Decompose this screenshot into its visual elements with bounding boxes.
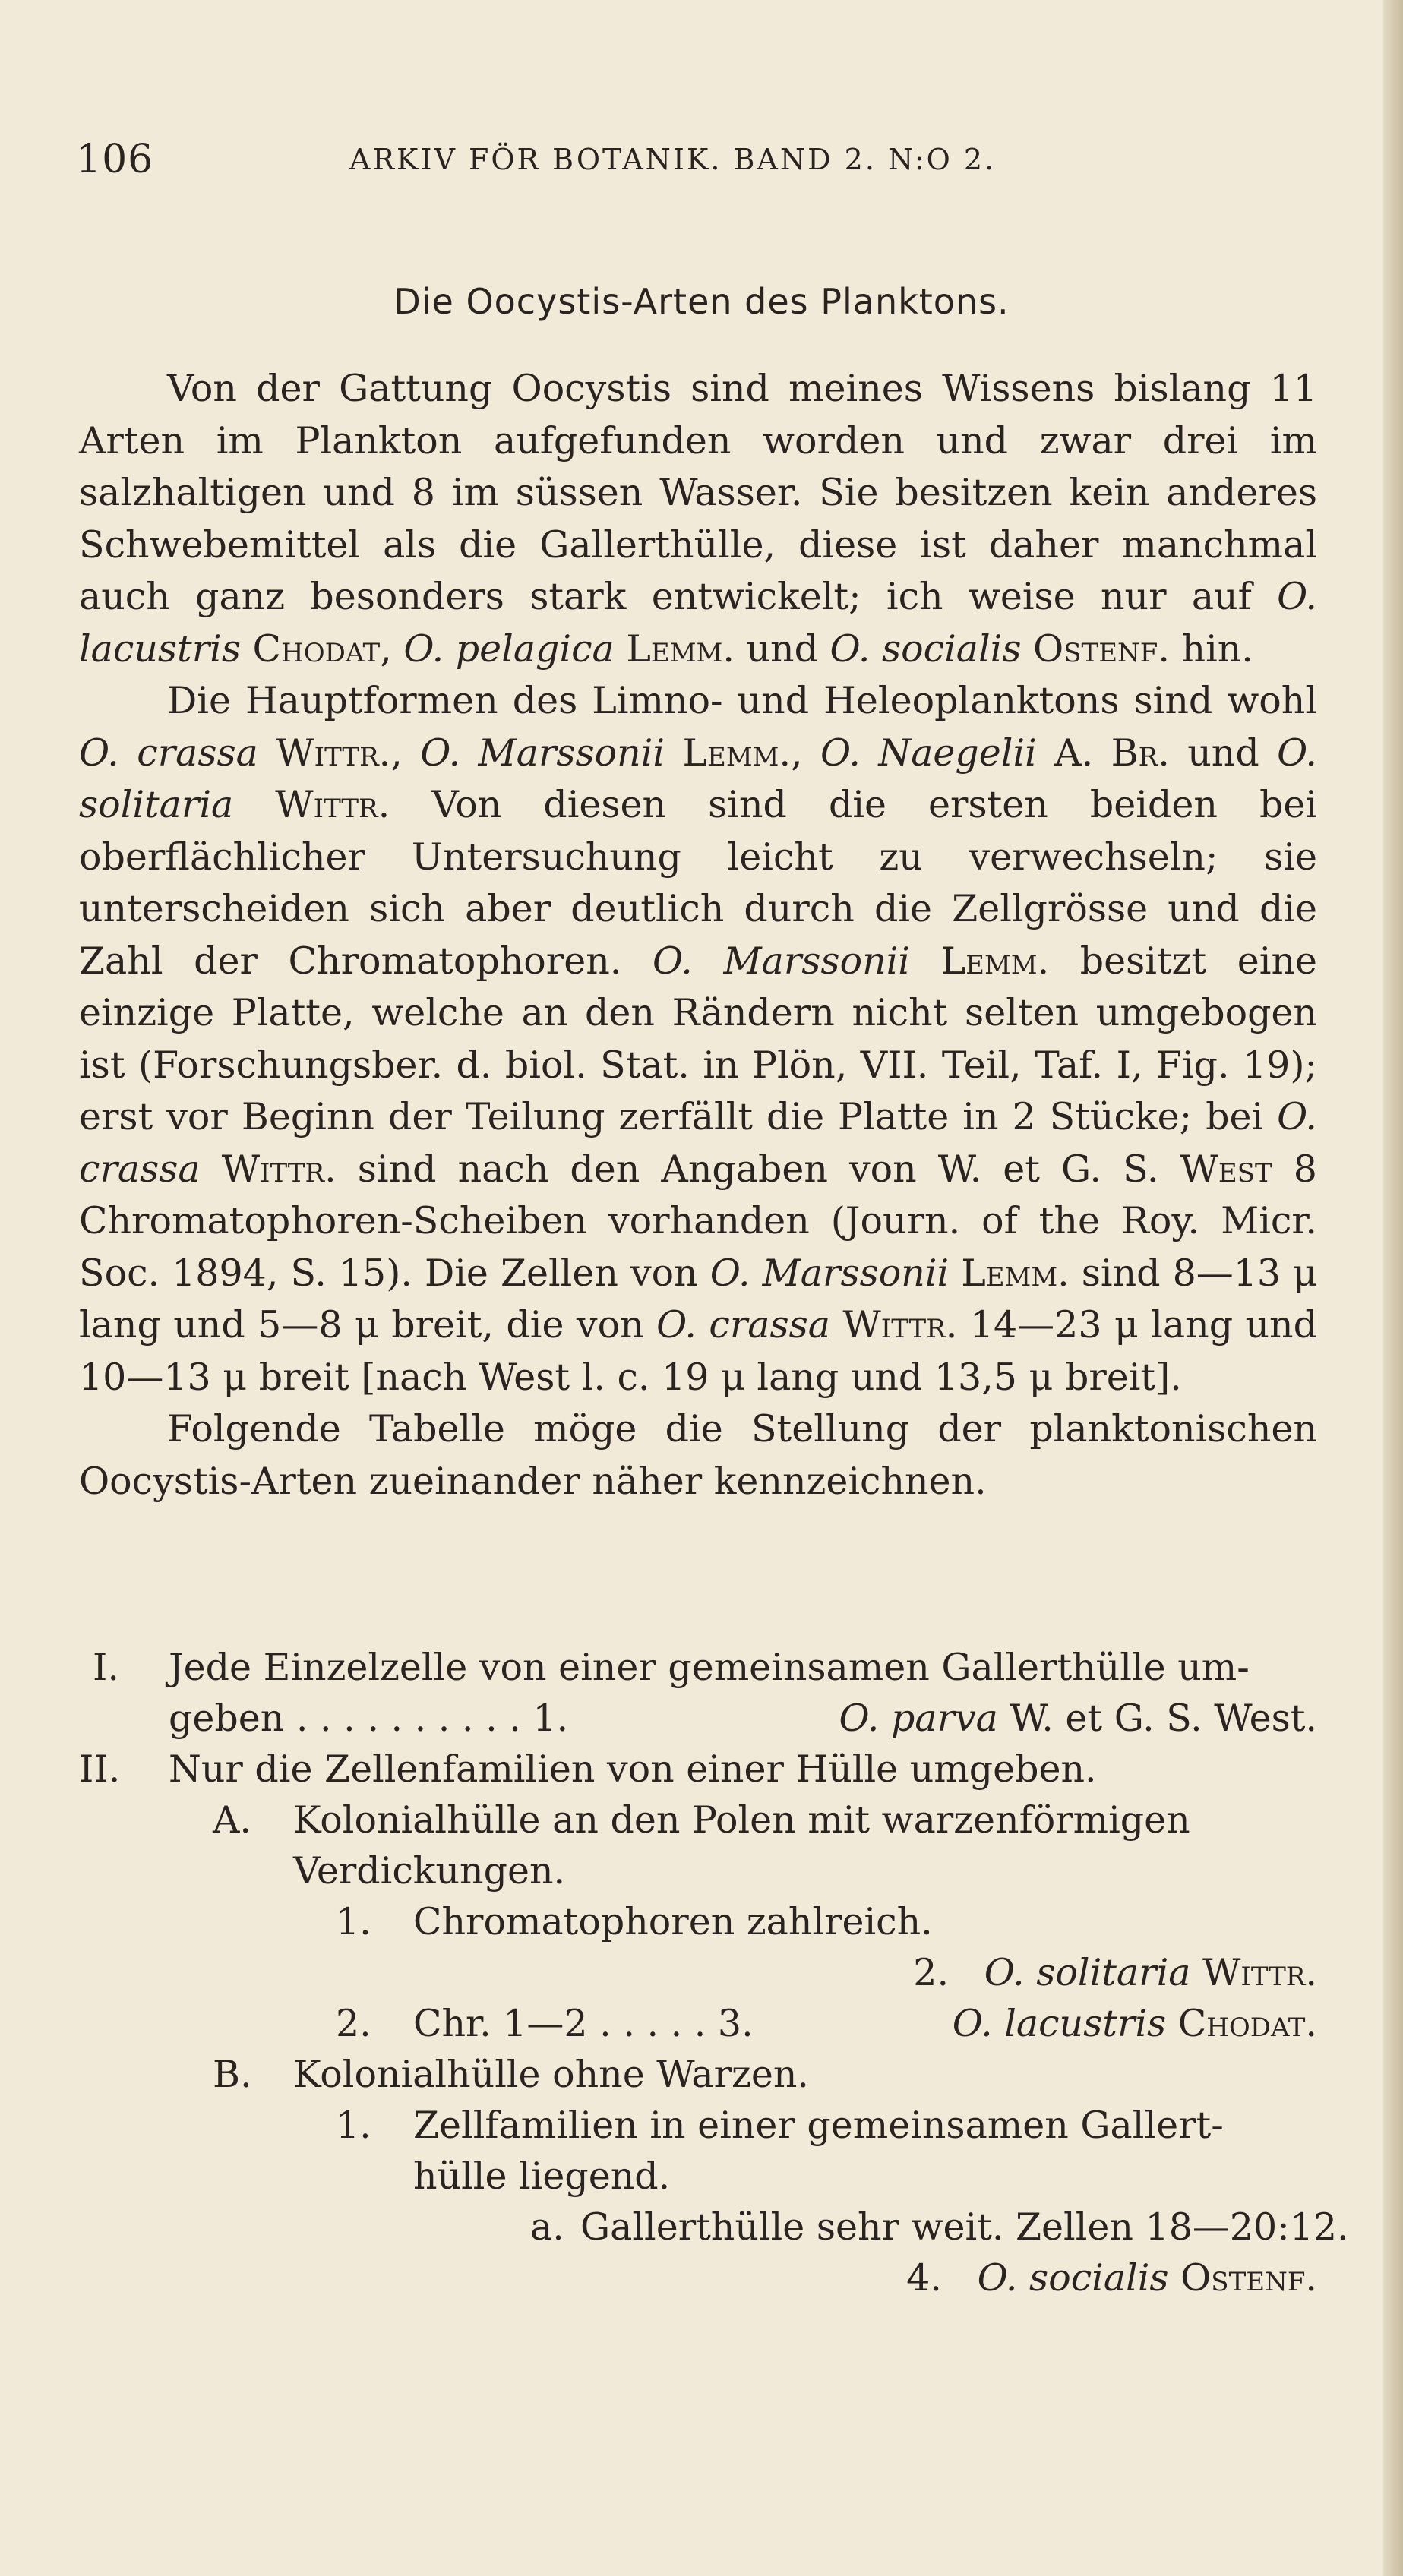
running-title: ARKIV FÖR BOTANIK. BAND 2. N:O 2. — [349, 143, 997, 176]
identification-key — [79, 1642, 1349, 2303]
key-row-B1 — [79, 2100, 1317, 2151]
key-result-A1: 2. O. solitaria Wittr. — [913, 1951, 1317, 1994]
key-row-I — [79, 1642, 1317, 1693]
key-text-A2: Chr. 1—2 . . . . . 3. — [413, 2002, 754, 2045]
key-row-I-cont — [79, 1693, 1317, 1744]
key-text-II: Nur die Zellenfamilien von einer Hülle umgeben. — [169, 1747, 1097, 1791]
page-number: 106 — [76, 137, 154, 182]
key-text-Ba: Gallerthülle sehr weit. Zellen 18—20:12. — [580, 2205, 1349, 2249]
key-row-B — [79, 2049, 1317, 2100]
key-row-A1-result — [79, 1947, 1317, 1998]
key-text-I: Jede Einzelzelle von einer gemeinsamen Gallerthülle um- — [169, 1646, 1250, 1689]
key-result-A2: O. lacustris Chodat. — [952, 2002, 1317, 2045]
key-result-I: O. parva W. et G. S. West. — [839, 1697, 1317, 1740]
key-text-B: Kolonialhülle ohne Warzen. — [293, 2053, 809, 2096]
key-row-Ba — [79, 2202, 1349, 2252]
key-text-B1-cont: hülle liegend. — [413, 2155, 671, 2198]
paragraph-3: Folgende Tabelle möge die Stellung der planktonischen Oocystis-Arten zueinander näher kennzeichnen. — [79, 1407, 1317, 1503]
key-num-A2: 2. — [336, 2002, 371, 2045]
key-num-B: B. — [213, 2053, 252, 2096]
key-row-Ba-result — [79, 2252, 1317, 2303]
key-num-A: A. — [213, 1798, 251, 1842]
body-text — [79, 363, 1317, 1507]
key-num-II: II. — [79, 1747, 121, 1791]
running-header — [76, 137, 1322, 190]
key-row-A2 — [79, 1998, 1317, 2049]
key-row-A — [79, 1795, 1317, 1845]
paragraph-2: Die Hauptformen des Limno- und Heleoplanktons sind wohl O. crassa Wittr., O. Marssonii Lemm., O. Naegelii A. Br. und O. solitaria Wittr. Von diesen sind die ersten beiden bei oberflächlicher Untersuchung leicht zu verwechseln; sie unterscheiden sich aber deutlich durch die Zellgrösse und die Zahl der Chromatophoren. O. Marssonii Lemm. besitzt eine einzige Platte, welche an den Rändern nicht selten umgebogen ist (Forschungsber. d. biol. Stat. in Plön, VII. Teil, Taf. I, Fig. 19); erst vor Beginn der Teilung zerfällt die Platte in 2 Stücke; bei O. crassa Wittr. sind nach den Angaben von W. et G. S. West 8 Chromatophoren-Scheiben vorhanden (Journ. of the Roy. Micr. Soc. 1894, S. 15). Die Zellen von O. Marssonii Lemm. sind 8—13 μ lang und 5—8 μ breit, die von O. crassa Wittr. 14—23 μ lang und 10—13 μ breit [nach West l. c. 19 μ lang und 13,5 μ breit]. — [79, 679, 1317, 1399]
key-text-B1: Zellfamilien in einer gemeinsamen Gallert- — [413, 2104, 1224, 2147]
key-row-II — [79, 1744, 1317, 1795]
key-row-A1 — [79, 1896, 1317, 1947]
page-edge-shadow — [1383, 0, 1403, 2576]
paragraph-1: Von der Gattung Oocystis sind meines Wissens bislang 11 Arten im Plankton aufgefunden worden und zwar drei im salzhaltigen und 8 im süssen Wasser. Sie besitzen kein anderes Schwebemittel als die Gallerthülle, diese ist daher manchmal auch ganz besonders stark entwickelt; ich weise nur auf O. lacustris Chodat, O. pelagica Lemm. und O. socialis Ostenf. hin. — [79, 367, 1317, 671]
key-text-A: Kolonialhülle an den Polen mit warzenförmigen — [293, 1798, 1190, 1842]
key-text-A-cont: Verdickungen. — [293, 1849, 566, 1893]
key-text-A1: Chromatophoren zahlreich. — [413, 1900, 933, 1943]
key-result-Ba: 4. O. socialis Ostenf. — [906, 2256, 1317, 2300]
section-title: Die Oocystis-Arten des Planktons. — [393, 281, 1010, 322]
key-num-Ba: a. — [530, 2205, 564, 2249]
key-num-A1: 1. — [336, 1900, 371, 1943]
key-num-I: I. — [93, 1646, 119, 1689]
key-row-A-cont — [79, 1845, 1317, 1896]
key-num-B1: 1. — [336, 2104, 371, 2147]
key-row-B1-cont — [79, 2151, 1317, 2202]
key-text-I-cont: geben . . . . . . . . . . 1. — [169, 1697, 569, 1740]
